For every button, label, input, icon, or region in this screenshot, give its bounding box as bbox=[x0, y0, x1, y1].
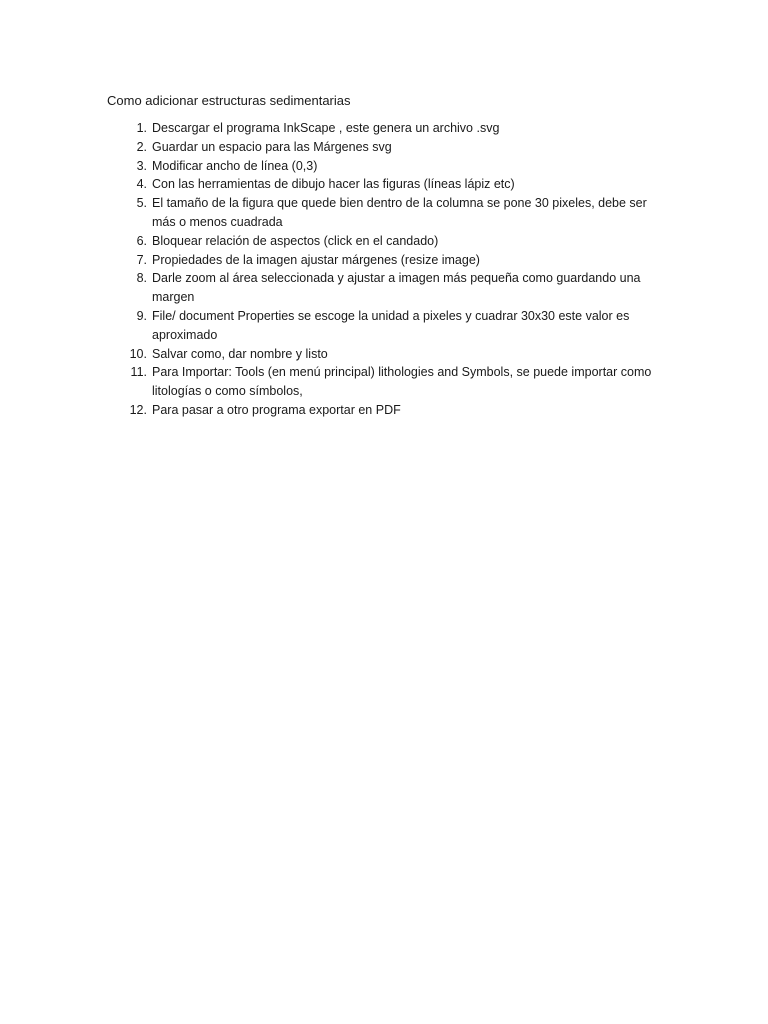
list-item bbox=[107, 119, 667, 138]
list-item bbox=[107, 138, 667, 157]
step-number: 12. bbox=[129, 402, 147, 417]
list-item bbox=[107, 401, 667, 420]
list-item bbox=[107, 345, 667, 364]
step-number: 8. bbox=[136, 271, 147, 286]
step-number: 5. bbox=[136, 196, 147, 211]
step-text: Salvar como, dar nombre y listo bbox=[152, 346, 328, 361]
list-item bbox=[107, 251, 667, 270]
step-number: 7. bbox=[136, 252, 147, 267]
document-title: Como adicionar estructuras sedimentarias bbox=[107, 93, 351, 108]
list-item bbox=[107, 175, 667, 194]
step-number: 9. bbox=[136, 308, 147, 323]
step-number: 4. bbox=[136, 177, 147, 192]
step-text: Bloquear relación de aspectos (click en el candado) bbox=[152, 233, 439, 248]
list-item bbox=[107, 307, 667, 345]
step-number: 10. bbox=[129, 346, 147, 361]
step-text: File/ document Properties se escoge la unidad a pixeles y cuadrar 30x30 este valor es aproximado bbox=[152, 308, 630, 342]
step-text: Con las herramientas de dibujo hacer las figuras (líneas lápiz etc) bbox=[152, 177, 515, 192]
steps-list bbox=[107, 119, 667, 420]
step-number: 11. bbox=[130, 365, 147, 380]
list-item bbox=[107, 232, 667, 251]
step-text: Para Importar: Tools (en menú principal) lithologies and Symbols, se puede importar como litologías o como símbolos, bbox=[152, 365, 652, 399]
step-text: Para pasar a otro programa exportar en PDF bbox=[152, 402, 401, 417]
step-text: Darle zoom al área seleccionada y ajustar a imagen más pequeña como guardando una margen bbox=[152, 271, 641, 305]
step-number: 2. bbox=[136, 139, 147, 154]
step-number: 1. bbox=[136, 121, 147, 135]
list-item bbox=[107, 157, 667, 176]
step-text: Propiedades de la imagen ajustar márgenes (resize image) bbox=[152, 252, 480, 267]
step-text: Descargar el programa InkScape , este genera un archivo .svg bbox=[152, 121, 500, 135]
step-number: 6. bbox=[136, 233, 147, 248]
list-item bbox=[107, 194, 667, 232]
step-text: Modificar ancho de línea (0,3) bbox=[152, 158, 318, 173]
step-text: El tamaño de la figura que quede bien dentro de la columna se pone 30 pixeles, debe ser más o menos cuadrada bbox=[152, 196, 647, 229]
list-item bbox=[107, 269, 667, 307]
list-item bbox=[107, 363, 667, 401]
step-number: 3. bbox=[136, 158, 147, 173]
step-text: Guardar un espacio para las Márgenes svg bbox=[152, 139, 392, 154]
